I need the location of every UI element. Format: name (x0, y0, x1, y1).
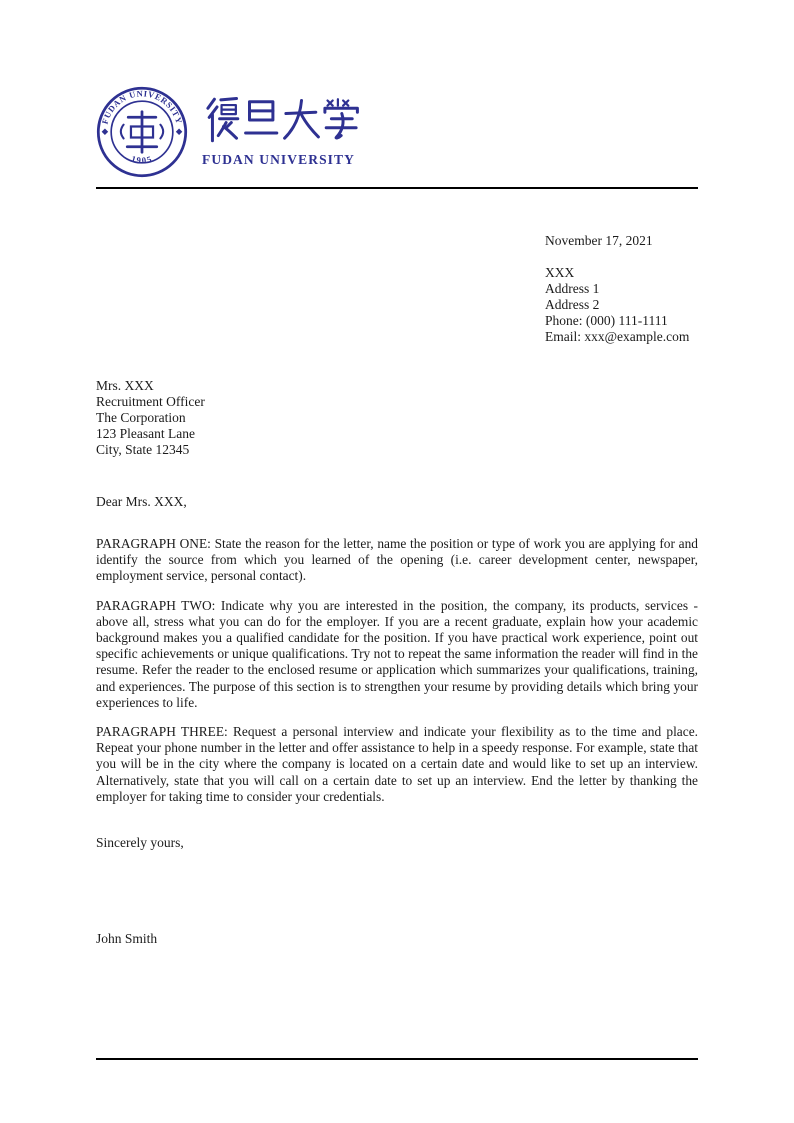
sender-name: XXX (545, 265, 575, 280)
recipient-block (96, 378, 698, 458)
letterhead (96, 86, 698, 180)
recipient-name: Mrs. XXX (96, 378, 154, 393)
recipient-company: The Corporation (96, 410, 186, 425)
footer-rule (96, 1058, 698, 1060)
recipient-street: 123 Pleasant Lane (96, 426, 195, 441)
body-paragraph-two: PARAGRAPH TWO: Indicate why you are interested in the position, the company, its products, services - above all, stress what you can do for the employer. If you are a recent graduate, explain how your academic background makes you a qualified candidate for the position. If you have practical work experience, point out specific achievements or unique qualifications. Try not to repeat the same information the reader will find in the resume. Refer the reader to the enclosed resume or application which summarizes your qualifications, training, and experiences. The purpose of this section is to strengthen your resume by providing details which bring your experiences to life. (96, 597, 698, 710)
date-line: November 17, 2021 (545, 233, 653, 248)
sender-wrap (545, 233, 698, 345)
salutation: Dear Mrs. XXX, (96, 494, 187, 509)
body-paragraph-one: PARAGRAPH ONE: State the reason for the letter, name the position or type of work you are applying for and identify the source from which you learned of the opening (i.e. career development center, newspaper, employment service, personal contact). (96, 536, 698, 584)
sender-address2: Address 2 (545, 297, 600, 312)
sender-email: Email: xxx@example.com (545, 329, 690, 344)
university-name: FUDAN UNIVERSITY (202, 152, 355, 167)
closing: Sincerely yours, (96, 835, 184, 851)
svg-text:FUDAN UNIVERSITY: FUDAN UNIVERSITY (99, 88, 185, 126)
fudan-seal-icon (96, 86, 188, 178)
signature-name: John Smith (96, 931, 158, 947)
svg-text:1905: 1905 (130, 153, 154, 166)
recipient-title: Recruitment Officer (96, 394, 205, 409)
university-wordmark (202, 86, 362, 168)
sender-address1: Address 1 (545, 281, 600, 296)
sender-block (545, 265, 698, 345)
recipient-city: City, State 12345 (96, 442, 190, 457)
fudan-calligraphy-icon (202, 94, 362, 146)
letterhead-rule (96, 187, 698, 189)
sender-phone: Phone: (000) 111-1111 (545, 313, 668, 328)
body-paragraph-three: PARAGRAPH THREE: Request a personal interview and indicate your flexibility as to the time and place. Repeat your phone number in the letter and offer assistance to help in a speedy response. For example, state that you will be in the city where the company is located on a certain date and would like to set up an interview. Alternatively, state that you will call on a certain date to set up an interview. End the letter by thanking the employer for taking time to consider your credentials. (96, 724, 698, 804)
